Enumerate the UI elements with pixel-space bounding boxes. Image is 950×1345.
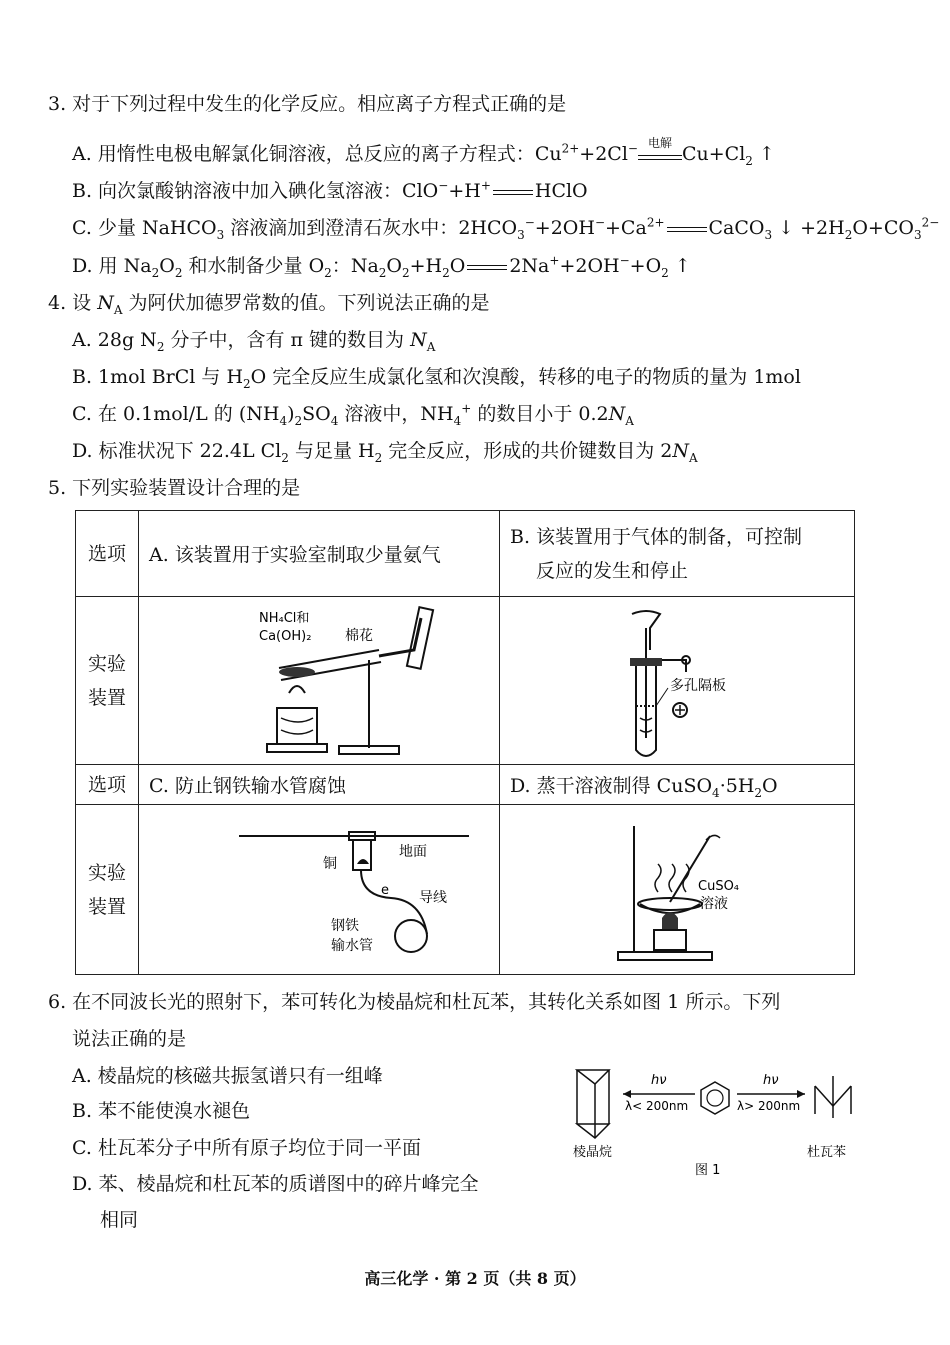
figure-a-cell <box>139 597 500 765</box>
q3-option-b: B. 向次氯酸钠溶液中加入碘化氢溶液：ClO−+H+ HClO <box>72 178 588 202</box>
q3-option-c: C. 少量 NaHCO$_3$ 溶液滴加到澄清石灰水中：$2HCO_3^-+2OH^-+Ca^{2+}$ CaCO$_3$ ↓ $+2H_2O+CO_3^{2-}$ <box>72 215 940 242</box>
hv-label-1: hν <box>651 1073 667 1088</box>
figure-caption: 图 1 <box>695 1163 721 1178</box>
option-d-text: D. 蒸干溶液制得 $CuSO_4\cdot 5H_2O$ <box>500 765 855 805</box>
fig-c-copper: 铜 <box>323 855 337 872</box>
fig-d-solution-1: CuSO₄ <box>698 878 740 894</box>
label-apparatus-row1: 实验 装置 <box>76 597 139 765</box>
fig-c-ground: 地面 <box>399 843 427 860</box>
fig-a-reagent-2: Ca(OH)₂ <box>259 628 312 644</box>
label-apparatus-row2: 实验 装置 <box>76 805 139 975</box>
benzene-structure <box>701 1082 729 1114</box>
corrosion-protection-figure <box>139 806 499 974</box>
label-dewar-benzene: 杜瓦苯 <box>807 1145 847 1160</box>
fig-c-pipe-2: 输水管 <box>331 937 373 954</box>
q3-option-a: A. 用惰性电极电解氯化铜溶液，总反应的离子方程式：$Cu^{2+}+2Cl^-$ 电解 $Cu+Cl_2$ ↑ <box>72 135 775 168</box>
fig-c-electron: e <box>381 882 389 898</box>
fig-a-cotton: 棉花 <box>345 627 373 644</box>
q4-option-d: D. 标准状况下 22.4L $Cl_2$ 与足量 $H_2$ 完全反应，形成的共价键数目为 $2N_A$ <box>72 440 698 465</box>
gas-generator-figure <box>500 598 854 764</box>
q4-option-a: A. 28g $N_2$ 分子中，含有 π 键的数目为 $N_A$ <box>72 329 436 354</box>
q3-stem: 3. 对于下列过程中发生的化学反应。相应离子方程式正确的是 <box>48 93 567 115</box>
figure-d-cell <box>500 805 855 975</box>
fig-b-porous-plate: 多孔隔板 <box>670 677 726 694</box>
q6-option-d-1: D. 苯、棱晶烷和杜瓦苯的质谱图中的碎片峰完全 <box>72 1173 479 1195</box>
q6-stem-1: 6. 在不同波长光的照射下，苯可转化为棱晶烷和杜瓦苯，其转化关系如图 1 所示。下列 <box>48 991 781 1013</box>
figure-b-cell <box>500 597 855 765</box>
figure-1-conversion <box>565 1062 865 1182</box>
fig-a-reagent-1: NH₄Cl和 <box>259 610 310 626</box>
hv-label-2: hν <box>763 1073 779 1088</box>
option-a-text: A. 该装置用于实验室制取少量氨气 <box>139 511 500 597</box>
option-b-text: B. 该装置用于气体的制备，可控制 反应的发生和停止 <box>500 511 855 597</box>
fig-d-solution-2: 溶液 <box>700 895 728 912</box>
label-option-row1: 选项 <box>76 511 139 597</box>
ammonia-apparatus-figure <box>139 598 499 764</box>
q5-stem: 5. 下列实验装置设计合理的是 <box>48 477 301 499</box>
label-option-row2: 选项 <box>76 765 139 805</box>
fig-c-pipe-1: 钢铁 <box>331 917 359 934</box>
q6-option-d-2: 相同 <box>100 1209 139 1231</box>
fig-c-wire: 导线 <box>419 889 447 906</box>
q6-stem-2: 说法正确的是 <box>72 1028 187 1050</box>
q4-stem: 4. 设 $N_A$ 为阿伏加德罗常数的值。下列说法正确的是 <box>48 292 490 317</box>
electrolysis-arrow: 电解 <box>638 151 682 160</box>
condition-2: λ> 200nm <box>737 1099 801 1113</box>
condition-1: λ< 200nm <box>625 1099 689 1113</box>
page-footer: 高三化学 · 第 2 页（共 8 页） <box>364 1269 586 1288</box>
q4-option-c: C. 在 0.1mol/L 的 $(NH_4)_2SO_4$ 溶液中，$NH_4^+$ 的数目小于 $0.2N_A$ <box>72 401 634 428</box>
evaporation-figure <box>500 806 854 974</box>
label-prismane: 棱晶烷 <box>573 1145 613 1160</box>
dewar-benzene-structure <box>815 1076 851 1118</box>
prismane-structure <box>577 1070 609 1138</box>
q5-options-table <box>75 510 855 975</box>
q6-option-c: C. 杜瓦苯分子中所有原子均位于同一平面 <box>72 1137 421 1159</box>
q4-option-b: B. 1mol BrCl 与 $H_2O$ 完全反应生成氯化氢和次溴酸，转移的电子的物质的量为 1mol <box>72 366 801 391</box>
option-c-text: C. 防止钢铁输水管腐蚀 <box>139 765 500 805</box>
q6-option-a: A. 棱晶烷的核磁共振氢谱只有一组峰 <box>72 1065 383 1087</box>
q3-option-d: D. 用 $Na_2O_2$ 和水制备少量 $O_2$：$Na_2O_2+H_2O$ $2Na^++2OH^-+O_2$ ↑ <box>72 253 691 280</box>
figure-c-cell <box>139 805 500 975</box>
q6-option-b: B. 苯不能使溴水褪色 <box>72 1100 251 1122</box>
